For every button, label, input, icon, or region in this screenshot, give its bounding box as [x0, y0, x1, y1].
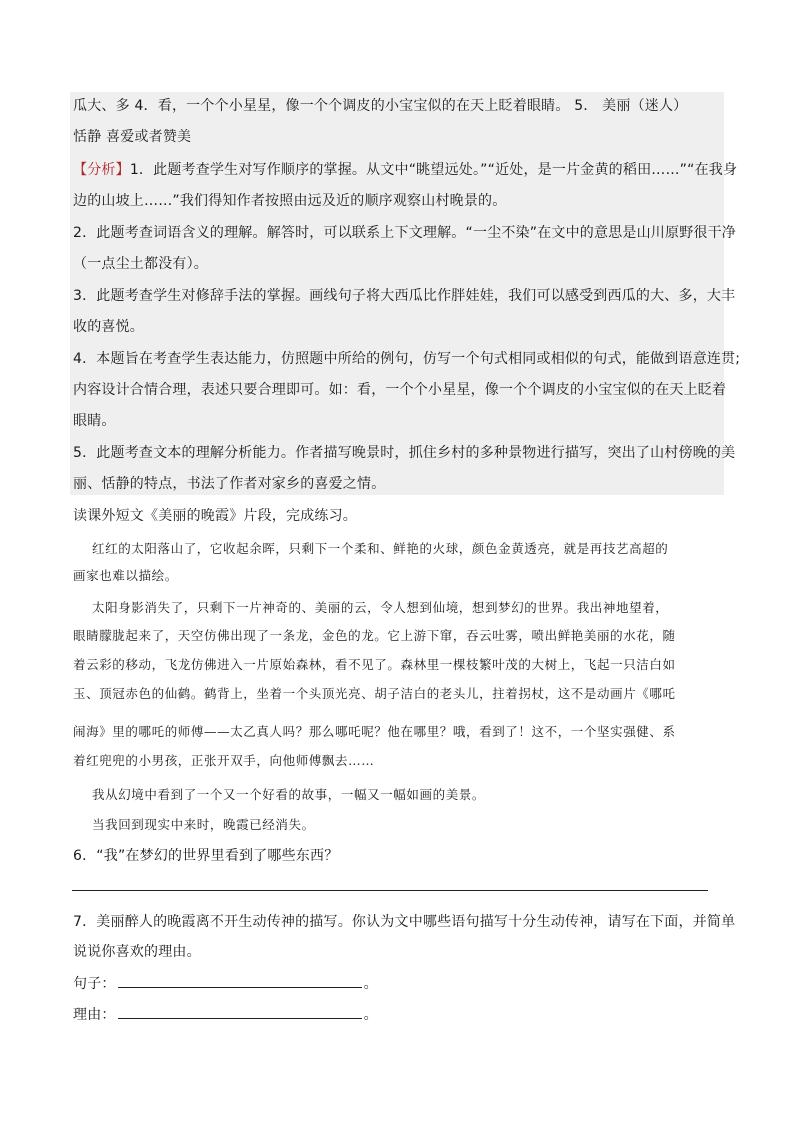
question-6-answer-line[interactable] [72, 890, 708, 891]
sentence-label: 句子： [73, 976, 116, 992]
passage-p4: 当我回到现实中来时，晚霞已经消失。 [92, 817, 315, 832]
passage-p1-line-2: 画家也难以描绘。 [73, 568, 178, 583]
reason-label: 理由： [73, 1007, 116, 1023]
passage-p2-line-1: 太阳身影消失了，只剩下一片神奇的、美丽的云，令人想到仙境，想到梦幻的世界。我出神地望着， [92, 600, 669, 615]
analysis-3-line-2: 收的喜悦。 [73, 319, 144, 335]
analysis-5-line-1: 5．此题考查文本的理解分析能力。作者描写晚景时，抓住乡村的多种景物进行描写，突出了山村傍晚的美 [73, 445, 736, 461]
passage-p2-line-3: 着云彩的移动，飞龙仿佛进入一片原始森林，看不见了。森林里一棵枝繁叶茂的大树上，飞起一只洁白如 [73, 657, 676, 672]
passage-p2-line-6: 着红兜兜的小男孩，正张开双手，向他师傅飘去…… [73, 753, 375, 768]
analysis-1-line-2: 边的山坡上……”我们得知作者按照由远及近的顺序观察山村晚景的。 [73, 193, 507, 209]
analysis-4-line-1: 4．本题旨在考查学生表达能力，仿照题中所给的例句，仿写一个句式相同或相似的句式，能做到语意连贯; [73, 351, 741, 367]
analysis-4-line-3: 眼睛。 [73, 413, 116, 429]
sentence-row: 句子： 。 [73, 973, 378, 994]
analysis-3-line-1: 3．此题考查学生对修辞手法的掌握。画线句子将大西瓜比作胖娃娃，我们可以感受到西瓜的大、多，大丰 [73, 288, 736, 304]
analysis-5-line-2: 丽、恬静的特点，书法了作者对家乡的喜爱之情。 [73, 476, 386, 492]
answer-line-2: 恬静 喜爱或者赞美 [73, 129, 192, 145]
reason-blank[interactable] [118, 1004, 362, 1019]
question-7-line-1: 7．美丽醉人的晚霞离不开生动传神的描写。你认为文中哪些语句描写十分生动传神，请写在下面，并简单 [73, 914, 736, 930]
answer-line-1: 瓜大、多 4．看，一个个小星星，像一个个调皮的小宝宝似的在天上眨着眼睛。 5． 美丽（迷人） [73, 98, 688, 114]
question-7-line-2: 说说你喜欢的理由。 [73, 944, 201, 960]
question-6: 6．“我”在梦幻的世界里看到了哪些东西？ [73, 848, 339, 864]
analysis-2-line-2: （一点尘土都没有）。 [73, 256, 208, 272]
passage-p3: 我从幻境中看到了一个又一个好看的故事，一幅又一幅如画的美景。 [92, 787, 486, 802]
reason-row: 理由： 。 [73, 1004, 378, 1025]
analysis-1-line-1: 【分析】1．此题考查学生对写作顺序的掌握。从文中“眺望远处。”“近处，是一片金黄的稻田……”“在我身 [73, 162, 738, 178]
passage-p1-line-1: 红红的太阳落山了，它收起余晖，只剩下一个柔和、鲜艳的火球，颜色金黄透亮，就是再技艺高超的 [92, 541, 669, 556]
reading-instruction: 读课外短文《美丽的晚霞》片段，完成练习。 [73, 508, 357, 524]
analysis-4-line-2: 内容设计合情合理，表述只要合理即可。如：看，一个个小星星，像一个个调皮的小宝宝似的在天上眨着 [73, 382, 727, 398]
passage-p2-line-5: 闹海》里的哪吒的师傅——太乙真人吗？那么哪吒呢？他在哪里？哦，看到了！这不，一个坚实强健、系 [73, 724, 676, 739]
analysis-2-line-1: 2．此题考查词语含义的理解。解答时，可以联系上下文理解。“一尘不染”在文中的意思是山川原野很干净 [73, 225, 737, 241]
sentence-blank[interactable] [118, 973, 362, 988]
passage-p2-line-2: 眼睛朦胧起来了，天空仿佛出现了一条龙，金色的龙。它上游下窜，吞云吐雾，喷出鲜艳美丽的水花，随 [73, 628, 676, 643]
passage-p2-line-4: 玉、顶冠赤色的仙鹤。鹤背上，坐着一个头顶光亮、胡子洁白的老头儿，拄着拐杖，这不是动画片《哪吒 [73, 686, 676, 701]
analysis-tag: 【分析】 [73, 162, 130, 178]
